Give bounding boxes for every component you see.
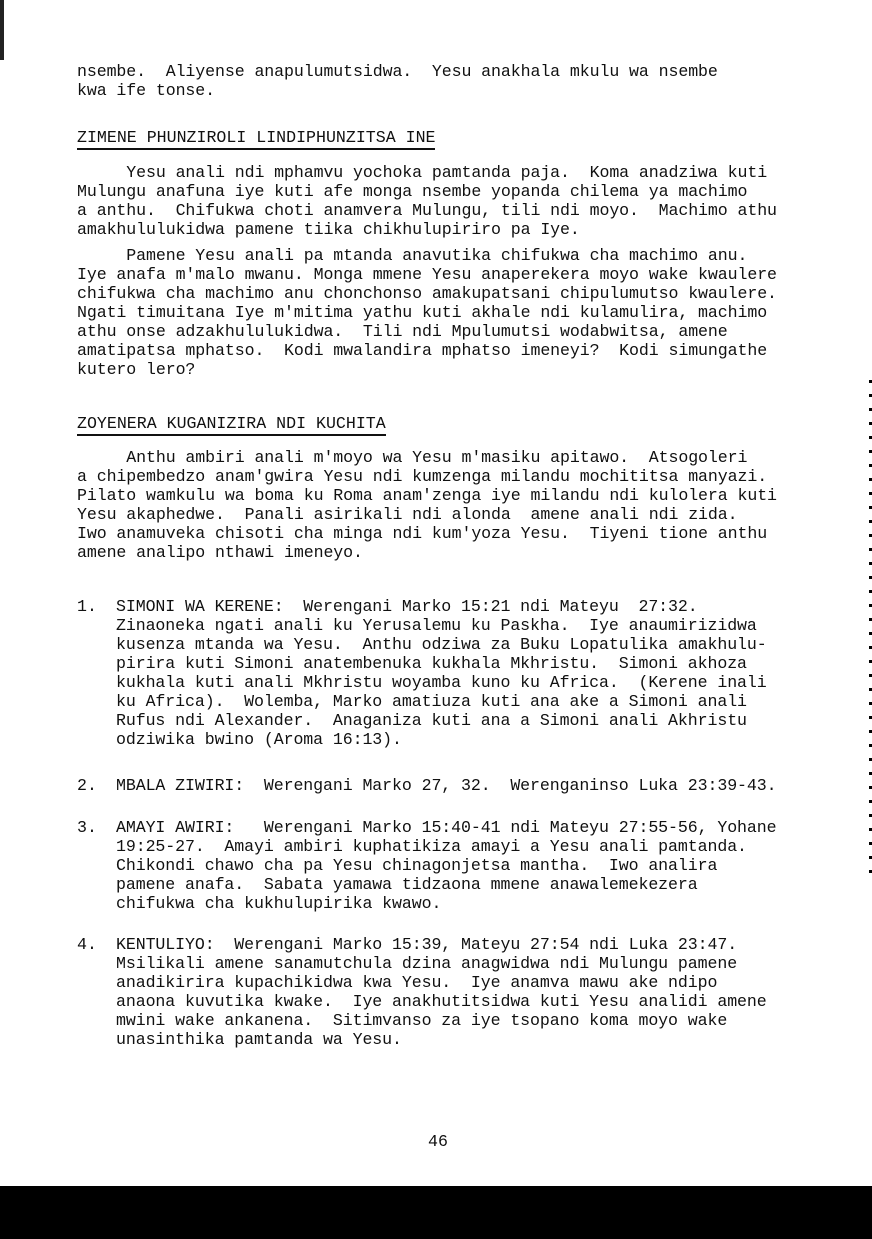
list-number: 2. [77, 776, 97, 795]
text-line: pamene anafa. Sabata yamawa tidzaona mmene anawalemekezera [116, 875, 698, 894]
text-line: chifukwa cha kukhulupirika kwawo. [116, 894, 442, 913]
page-number: 46 [428, 1132, 448, 1151]
text-line: kwa ife tonse. [77, 81, 216, 100]
text-line: 19:25-27. Amayi ambiri kuphatikiza amayi a Yesu anali pamtanda. [116, 837, 747, 856]
text-line: AMAYI AWIRI: Werengani Marko 15:40-41 ndi Mateyu 27:55-56, Yohane [116, 818, 777, 837]
list-number: 1. [77, 597, 97, 616]
text-line: Pamene Yesu anali pa mtanda anavutika chifukwa cha machimo anu. [77, 246, 748, 265]
text-line: anaona kuvutika kwake. Iye anakhutitsidwa kuti Yesu analidi amene [116, 992, 767, 1011]
paragraph [77, 448, 777, 562]
text-line: Iye anafa m'malo mwanu. Monga mmene Yesu anaperekera moyo wake kwaulere [77, 265, 777, 284]
text-line: a anthu. Chifukwa choti anamvera Mulungu, tili ndi moyo. Machimo athu [77, 201, 777, 220]
text-line: ku Africa). Wolemba, Marko amatiuza kuti ana ake a Simoni anali [116, 692, 747, 711]
text-line: MBALA ZIWIRI: Werengani Marko 27, 32. Werenganinso Luka 23:39-43. [116, 776, 777, 795]
intro-paragraph [77, 62, 718, 100]
text-line: SIMONI WA KERENE: Werengani Marko 15:21 ndi Mateyu 27:32. [116, 597, 698, 616]
text-line: Rufus ndi Alexander. Anaganiza kuti ana a Simoni anali Akhristu [116, 711, 747, 730]
text-line: Chikondi chawo cha pa Yesu chinagonjetsa mantha. Iwo analira [116, 856, 718, 875]
text-line: kusenza mtanda wa Yesu. Anthu odziwa za Buku Lopatulika amakhulu- [116, 635, 767, 654]
text-line: Msilikali amene sanamutchula dzina anagwidwa ndi Mulungu pamene [116, 954, 738, 973]
text-line: athu onse adzakhululukidwa. Tili ndi Mpulumutsi wodabwitsa, amene [77, 322, 728, 341]
text-line: Iwo anamuveka chisoti cha minga ndi kum'yoza Yesu. Tiyeni tione anthu [77, 524, 768, 543]
text-line: unasinthika pamtanda wa Yesu. [116, 1030, 402, 1049]
paragraph [77, 163, 777, 239]
text-line: nsembe. Aliyense anapulumutsidwa. Yesu anakhala mkulu wa nsembe [77, 62, 718, 81]
scan-border [0, 1186, 872, 1239]
text-line: Mulungu anafuna iye kuti afe monga nsembe yopanda chilema ya machimo [77, 182, 748, 201]
list-item-text [116, 935, 767, 1049]
text-line: anadikirira kupachikidwa kwa Yesu. Iye anamva mawu ake ndipo [116, 973, 718, 992]
text-line: amatipatsa mphatso. Kodi mwalandira mphatso imeneyi? Kodi simungathe [77, 341, 768, 360]
text-line: KENTULIYO: Werengani Marko 15:39, Mateyu 27:54 ndi Luka 23:47. [116, 935, 738, 954]
text-line: amene analipo nthawi imeneyo. [77, 543, 363, 562]
text-line: a chipembedzo anam'gwira Yesu ndi kumzenga milandu mochititsa manyazi. [77, 467, 768, 486]
text-line: Anthu ambiri anali m'moyo wa Yesu m'masiku apitawo. Atsogoleri [77, 448, 748, 467]
text-line: amakhululukidwa pamene tiika chikhulupiriro pa Iye. [77, 220, 580, 239]
text-line: chifukwa cha machimo anu chonchonso amakupatsani chipulumutso kwaulere. [77, 284, 777, 303]
list-item-text [116, 818, 776, 913]
section-heading: ZOYENERA KUGANIZIRA NDI KUCHITA [77, 414, 386, 436]
text-line: Ngati timuitana Iye m'mitima yathu kuti akhale ndi kulamulira, machimo [77, 303, 768, 322]
scan-edge [0, 0, 4, 60]
text-line: mwini wake ankanena. Sitimvanso za iye tsopano koma moyo wake [116, 1011, 728, 1030]
list-item-text [116, 597, 767, 749]
list-item-text [116, 776, 776, 795]
paragraph [77, 246, 777, 379]
text-line: pirira kuti Simoni anatembenuka kukhala Mkhristu. Simoni akhoza [116, 654, 747, 673]
section-heading: ZIMENE PHUNZIROLI LINDIPHUNZITSA INE [77, 128, 435, 150]
list-number: 3. [77, 818, 97, 837]
text-line: odziwika bwino (Aroma 16:13). [116, 730, 402, 749]
text-line: Yesu akaphedwe. Panali asirikali ndi alonda amene anali ndi zida. [77, 505, 738, 524]
text-line: Pilato wamkulu wa boma ku Roma anam'zenga iye milandu ndi kulolera kuti [77, 486, 777, 505]
text-line: Zinaoneka ngati anali ku Yerusalemu ku Paskha. Iye anaumirizidwa [116, 616, 757, 635]
text-line: Yesu anali ndi mphamvu yochoka pamtanda paja. Koma anadziwa kuti [77, 163, 768, 182]
list-number: 4. [77, 935, 97, 954]
text-line: kutero lero? [77, 360, 196, 379]
text-line: kukhala kuti anali Mkhristu woyamba kuno ku Africa. (Kerene inali [116, 673, 767, 692]
